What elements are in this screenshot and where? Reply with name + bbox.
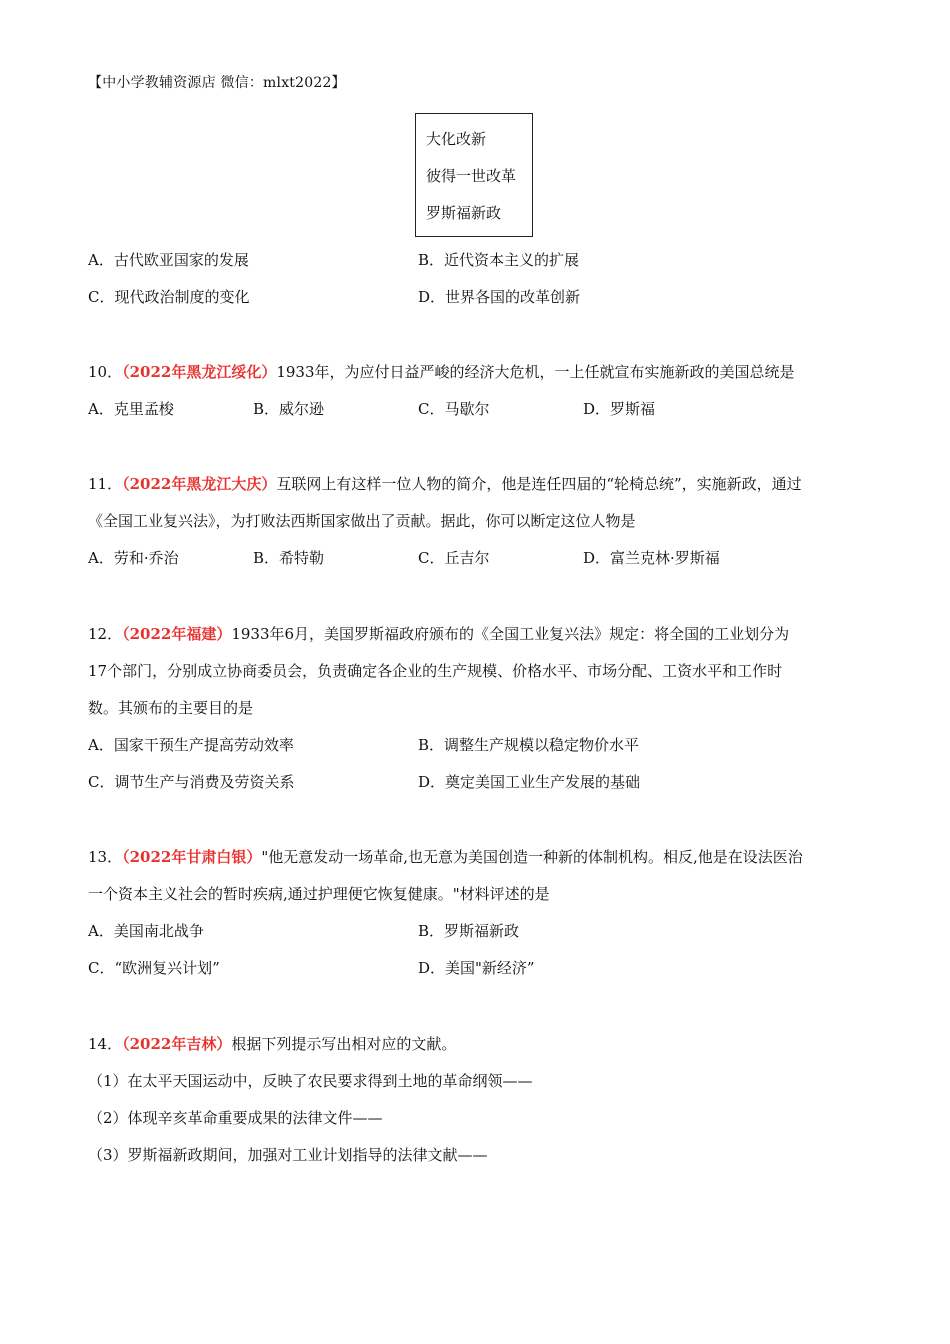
q10-option-a: A．克里孟梭 [88,400,174,418]
q9-option-a: A．古代欧亚国家的发展 [88,251,249,269]
q10-option-d: D．罗斯福 [583,400,656,418]
q10-option-b: B．威尔逊 [253,400,325,418]
q14-item-3: （3）罗斯福新政期间，加强对工业计划指导的法律文献—— [88,1146,488,1164]
page-header: 【中小学教辅资源店 微信：mlxt2022】 [88,75,346,91]
q12-number: 12． [88,625,123,643]
q10-option-c: C．马歇尔 [418,400,490,418]
q14-text: 根据下列提示写出相对应的文献。 [231,1035,457,1053]
q9-option-b: B．近代资本主义的扩展 [418,251,580,269]
q12-option-b: B．调整生产规模以稳定物价水平 [418,736,640,754]
q13-text-1: "他无意发动一场革命,也无意为美国创造一种新的体制机构。相反,他是在设法医治 [261,848,803,866]
q11-text-1: 互联网上有这样一位人物的简介，他是连任四届的“轮椅总统”，实施新政，通过 [276,475,802,493]
q13-option-c: C．“欧洲复兴计划” [88,959,220,977]
reform-list-box [415,113,533,237]
q14-source: （2022年吉林） [122,1035,232,1053]
q12-text-1: 1933年6月，美国罗斯福政府颁布的《全国工业复兴法》规定：将全国的工业划分为 [231,625,790,643]
q11-number: 11． [88,475,123,493]
q14-item-2: （2）体现辛亥革命重要成果的法律文件—— [88,1109,383,1127]
q11-option-b: B．希特勒 [253,549,325,567]
q11-source: （2022年黑龙江大庆） [122,475,277,493]
q12-option-d: D．奠定美国工业生产发展的基础 [418,773,641,791]
q11-option-d: D．富兰克林·罗斯福 [583,549,720,567]
q13-option-b: B．罗斯福新政 [418,922,520,940]
box-item: 大化改新 [426,130,487,148]
q14-stem [88,1033,870,1054]
q10-text: 1933年，为应付日益严峻的经济大危机，一上任就宣布实施新政的美国总统是 [276,363,795,381]
box-item: 罗斯福新政 [426,204,502,222]
q11-option-a: A．劳和·乔治 [88,549,179,567]
q12-source: （2022年福建） [122,625,232,643]
q13-option-d: D．美国"新经济” [418,959,535,977]
q13-option-a: A．美国南北战争 [88,922,204,940]
q13-source: （2022年甘肃白银） [122,848,262,866]
q13-number: 13． [88,848,123,866]
q14-item-1: （1）在太平天国运动中，反映了农民要求得到土地的革命纲领—— [88,1072,533,1090]
q13-stem [88,846,870,867]
q12-option-a: A．国家干预生产提高劳动效率 [88,736,294,754]
q12-text-2: 17个部门，分别成立协商委员会，负责确定各企业的生产规模、价格水平、市场分配、工资水平和工作时 [88,662,783,680]
q9-option-d: D．世界各国的改革创新 [418,288,581,306]
q10-source: （2022年黑龙江绥化） [122,363,277,381]
q9-option-c: C．现代政治制度的变化 [88,288,250,306]
q11-text-2: 《全国工业复兴法》，为打败法西斯国家做出了贡献。据此，你可以断定这位人物是 [88,512,636,530]
q12-option-c: C．调节生产与消费及劳资关系 [88,773,295,791]
q12-text-3: 数。其颁布的主要目的是 [88,699,254,717]
q14-number: 14． [88,1035,123,1053]
q10-stem [88,361,870,382]
q11-option-c: C．丘吉尔 [418,549,490,567]
q10-number: 10． [88,363,123,381]
box-item: 彼得一世改革 [426,167,517,185]
q11-stem [88,473,870,494]
q13-text-2: 一个资本主义社会的暂时疾病,通过护理便它恢复健康。"材料评述的是 [88,885,550,903]
q12-stem [88,623,870,644]
